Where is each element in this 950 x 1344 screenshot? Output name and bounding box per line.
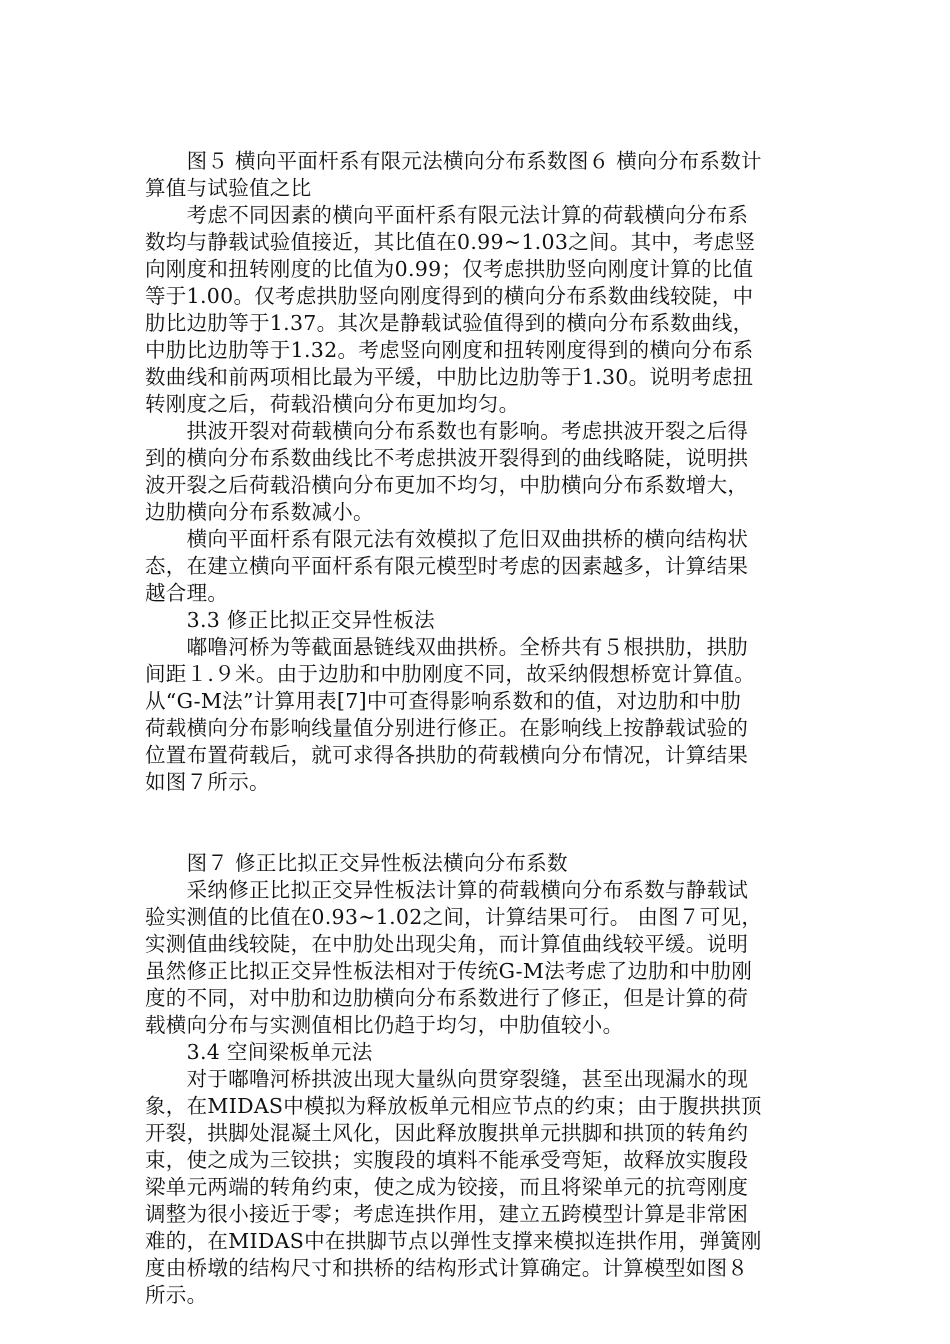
section-heading-3-3 [145,607,807,634]
figure-7-space [145,796,807,850]
paragraph-factors [145,202,807,418]
section-heading-3-4 [145,1039,807,1066]
text-line: 象，在MIDAS中模拟为释放板单元相应节点的约束；由于腹拱拱顶 [145,1094,762,1118]
text-line: 数曲线和前两项相比最为平缓，中肋比边肋等于1.30。说明考虑扭 [145,365,754,389]
text-line: 难的，在MIDAS中在拱脚节点以弹性支撑来模拟连拱作用，弹簧刚 [145,1229,762,1253]
text-line: 虽然修正比拟正交异性板法相对于传统G-M法考虑了边肋和中肋刚 [145,959,753,983]
text-line: 数均与静载试验值接近，其比值在0.99~1.03之间。其中，考虑竖 [145,230,756,254]
text-line: 波开裂之后荷载沿横向分布更加不均匀，中肋横向分布系数增大， [145,473,749,497]
text-line: 所示。 [145,1283,208,1307]
text-line: 3.3 修正比拟正交异性板法 [145,608,435,632]
text-line: 图７ 修正比拟正交异性板法横向分布系数 [145,851,568,875]
text-line: 束，使之成为三铰拱；实腹段的填料不能承受弯矩，故释放实腹段 [145,1148,749,1172]
text-line: 嘟噜河桥为等截面悬链线双曲拱桥。全桥共有５根拱肋，拱肋 [145,635,749,659]
text-line: 度由桥墩的结构尺寸和拱桥的结构形式计算确定。计算模型如图８ [145,1256,749,1280]
document-page [145,148,807,1309]
text-line: 肋比边肋等于1.37。其次是静载试验值得到的横向分布系数曲线， [145,311,754,335]
text-line: 转刚度之后，荷载沿横向分布更加均匀。 [145,392,520,416]
text-line: 拱波开裂对荷载横向分布系数也有影响。考虑拱波开裂之后得 [145,419,749,443]
text-line: 实测值曲线较陡，在中肋处出现尖角，而计算值曲线较平缓。说明 [145,932,749,956]
text-line: 向刚度和扭转刚度的比值为0.99；仅考虑拱肋竖向刚度计算的比值 [145,257,754,281]
text-line: 对于嘟噜河桥拱波出现大量纵向贯穿裂缝，甚至出现漏水的现 [145,1067,749,1091]
text-line: 态，在建立横向平面杆系有限元模型时考虑的因素越多，计算结果 [145,554,749,578]
text-line: 载横向分布与实测值相比仍趋于均匀，中肋值较小。 [145,1013,624,1037]
text-line: 如图７所示。 [145,770,270,794]
text-line: 等于1.00。仅考虑拱肋竖向刚度得到的横向分布系数曲线较陡，中 [145,284,754,308]
text-line: 验实测值的比值在0.93~1.02之间，计算结果可行。 由图７可见， [145,905,763,929]
paragraph-fem-summary [145,526,807,607]
figure-7-caption [145,850,807,877]
text-line: 到的横向分布系数曲线比不考虑拱波开裂得到的曲线略陡，说明拱 [145,446,749,470]
text-line: 中肋比边肋等于1.32。考虑竖向刚度和扭转刚度得到的横向分布系 [145,338,754,362]
text-line: 间距１.９米。由于边肋和中肋刚度不同，故采纳假想桥宽计算值。 [145,662,756,686]
text-line: 图５ 横向平面杆系有限元法横向分布系数图６ 横向分布系数计 [145,149,762,173]
figure-5-6-caption [145,148,807,202]
paragraph-spatial-model [145,1066,807,1309]
text-line: 算值与试验值之比 [145,176,312,200]
text-line: 荷载横向分布影响线量值分别进行修正。在影响线上按静载试验的 [145,716,749,740]
paragraph-arch-wave-cracking [145,418,807,526]
paragraph-gm-results [145,877,807,1039]
text-line: 采纳修正比拟正交异性板法计算的荷载横向分布系数与静载试 [145,878,749,902]
text-line: 调整为很小接近于零；考虑连拱作用，建立五跨模型计算是非常困 [145,1202,749,1226]
paragraph-gm-method [145,634,807,796]
text-line: 边肋横向分布系数减小。 [145,500,374,524]
text-line: 从“G-M法”计算用表[7]中可查得影响系数和的值，对边肋和中肋 [145,689,742,713]
text-line: 越合理。 [145,581,229,605]
text-line: 位置布置荷载后，就可求得各拱肋的荷载横向分布情况，计算结果 [145,743,749,767]
text-line: 3.4 空间梁板单元法 [145,1040,373,1064]
text-line: 横向平面杆系有限元法有效模拟了危旧双曲拱桥的横向结构状 [145,527,749,551]
text-line: 度的不同，对中肋和边肋横向分布系数进行了修正，但是计算的荷 [145,986,749,1010]
text-line: 开裂，拱脚处混凝土风化，因此释放腹拱单元拱脚和拱顶的转角约 [145,1121,749,1145]
text-line: 梁单元两端的转角约束，使之成为铰接，而且将梁单元的抗弯刚度 [145,1175,749,1199]
text-line: 考虑不同因素的横向平面杆系有限元法计算的荷载横向分布系 [145,203,749,227]
